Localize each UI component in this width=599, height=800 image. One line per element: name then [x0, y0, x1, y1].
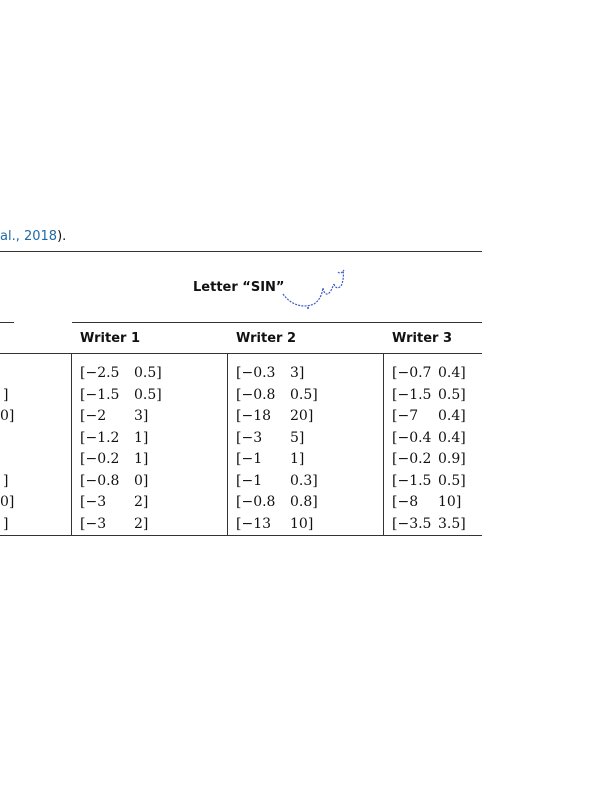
column-header-writer-3: Writer 3: [392, 331, 452, 346]
interval-upper: 2]: [134, 494, 149, 510]
interval-upper: 10]: [438, 494, 462, 510]
table-cell: [392, 365, 466, 381]
interval-upper: 20]: [290, 408, 314, 424]
interval-upper: 2]: [134, 515, 149, 532]
interval-upper: 0.8]: [290, 494, 318, 510]
interval-lower: [−18: [236, 408, 272, 424]
interval-upper: 1]: [290, 451, 305, 467]
table-top-rule: [0, 251, 482, 252]
table-cell: [80, 516, 148, 532]
partial-left-cell: ]: [3, 472, 9, 489]
table-cell: [392, 387, 466, 403]
interval-upper: 0.5]: [438, 386, 466, 403]
table-cell: [80, 365, 162, 381]
column-divider-2: [227, 353, 228, 536]
group-header: Letter “SIN”: [193, 280, 285, 295]
interval-lower: [−0.3: [236, 365, 276, 381]
interval-lower: [−1.2: [80, 429, 120, 446]
table-cell: [392, 516, 466, 532]
table-cell: [80, 387, 162, 403]
table-cell: [392, 494, 461, 510]
partial-left-cell: 0]: [0, 494, 15, 510]
interval-lower: [−0.2: [392, 451, 432, 467]
table-cell: [392, 408, 466, 424]
interval-lower: [−1.5: [392, 386, 432, 403]
column-header-writer-2: Writer 2: [236, 331, 296, 346]
interval-lower: [−7: [392, 408, 419, 424]
table-cell: [392, 473, 466, 489]
table-cell: [80, 451, 148, 467]
interval-upper: 1]: [134, 451, 149, 467]
table-cell: [392, 451, 466, 467]
header-bottom-rule: [0, 353, 482, 354]
table-cell: [392, 430, 466, 446]
interval-upper: 0.5]: [134, 365, 162, 381]
interval-upper: 0]: [134, 472, 149, 489]
interval-upper: 0.5]: [438, 472, 466, 489]
table-bottom-rule: [0, 535, 482, 536]
interval-lower: [−2: [80, 408, 107, 424]
column-divider-3: [383, 353, 384, 536]
table-cell: [236, 365, 304, 381]
interval-upper: 0.4]: [438, 429, 466, 446]
interval-lower: [−8: [392, 494, 419, 510]
arabic-letter-sin-glyph-icon: [280, 264, 350, 314]
interval-upper: 0.4]: [438, 408, 466, 424]
table-cell: [236, 473, 318, 489]
table-cell: [236, 408, 313, 424]
interval-lower: [−0.8: [80, 472, 120, 489]
interval-upper: 3.5]: [438, 515, 466, 532]
table-cell: [80, 494, 148, 510]
interval-lower: [−0.8: [236, 494, 276, 510]
interval-lower: [−3.5: [392, 515, 432, 532]
table-cell: [80, 473, 148, 489]
interval-lower: [−2.5: [80, 365, 120, 381]
interval-upper: 0.5]: [290, 386, 318, 403]
interval-lower: [−0.2: [80, 451, 120, 467]
interval-upper: 0.3]: [290, 472, 318, 489]
interval-upper: 1]: [134, 429, 149, 446]
table-cell: [236, 430, 304, 446]
interval-upper: 0.9]: [438, 451, 466, 467]
table-cell: [80, 408, 148, 424]
table-cell: [236, 451, 304, 467]
interval-upper: 0.5]: [134, 386, 162, 403]
interval-lower: [−3: [80, 494, 107, 510]
interval-lower: [−1: [236, 451, 263, 467]
interval-lower: [−0.7: [392, 365, 432, 381]
column-header-writer-1: Writer 1: [80, 331, 140, 346]
table-cell: [236, 516, 313, 532]
interval-lower: [−1.5: [392, 472, 432, 489]
column-divider-1: [71, 353, 72, 536]
interval-upper: 3]: [290, 365, 305, 381]
caption-tail-text: ).: [57, 229, 67, 244]
interval-upper: 5]: [290, 429, 305, 446]
interval-lower: [−3: [236, 429, 263, 446]
citation-link[interactable]: al., 2018: [0, 229, 58, 244]
interval-upper: 3]: [134, 408, 149, 424]
table-cell: [80, 430, 148, 446]
table-cell: [236, 387, 318, 403]
left-group-rule: [0, 322, 14, 323]
interval-lower: [−3: [80, 515, 107, 532]
partial-left-cell: ]: [3, 515, 9, 532]
interval-lower: [−1: [236, 472, 263, 489]
group-rule: [72, 322, 482, 323]
table-cell: [236, 494, 318, 510]
interval-upper: 10]: [290, 515, 314, 532]
interval-lower: [−0.8: [236, 386, 276, 403]
caption-tail: [0, 229, 66, 244]
interval-lower: [−13: [236, 515, 272, 532]
interval-lower: [−0.4: [392, 429, 432, 446]
partial-left-cell: 0]: [0, 408, 15, 424]
interval-lower: [−1.5: [80, 386, 120, 403]
interval-upper: 0.4]: [438, 365, 466, 381]
partial-left-cell: ]: [3, 386, 9, 403]
